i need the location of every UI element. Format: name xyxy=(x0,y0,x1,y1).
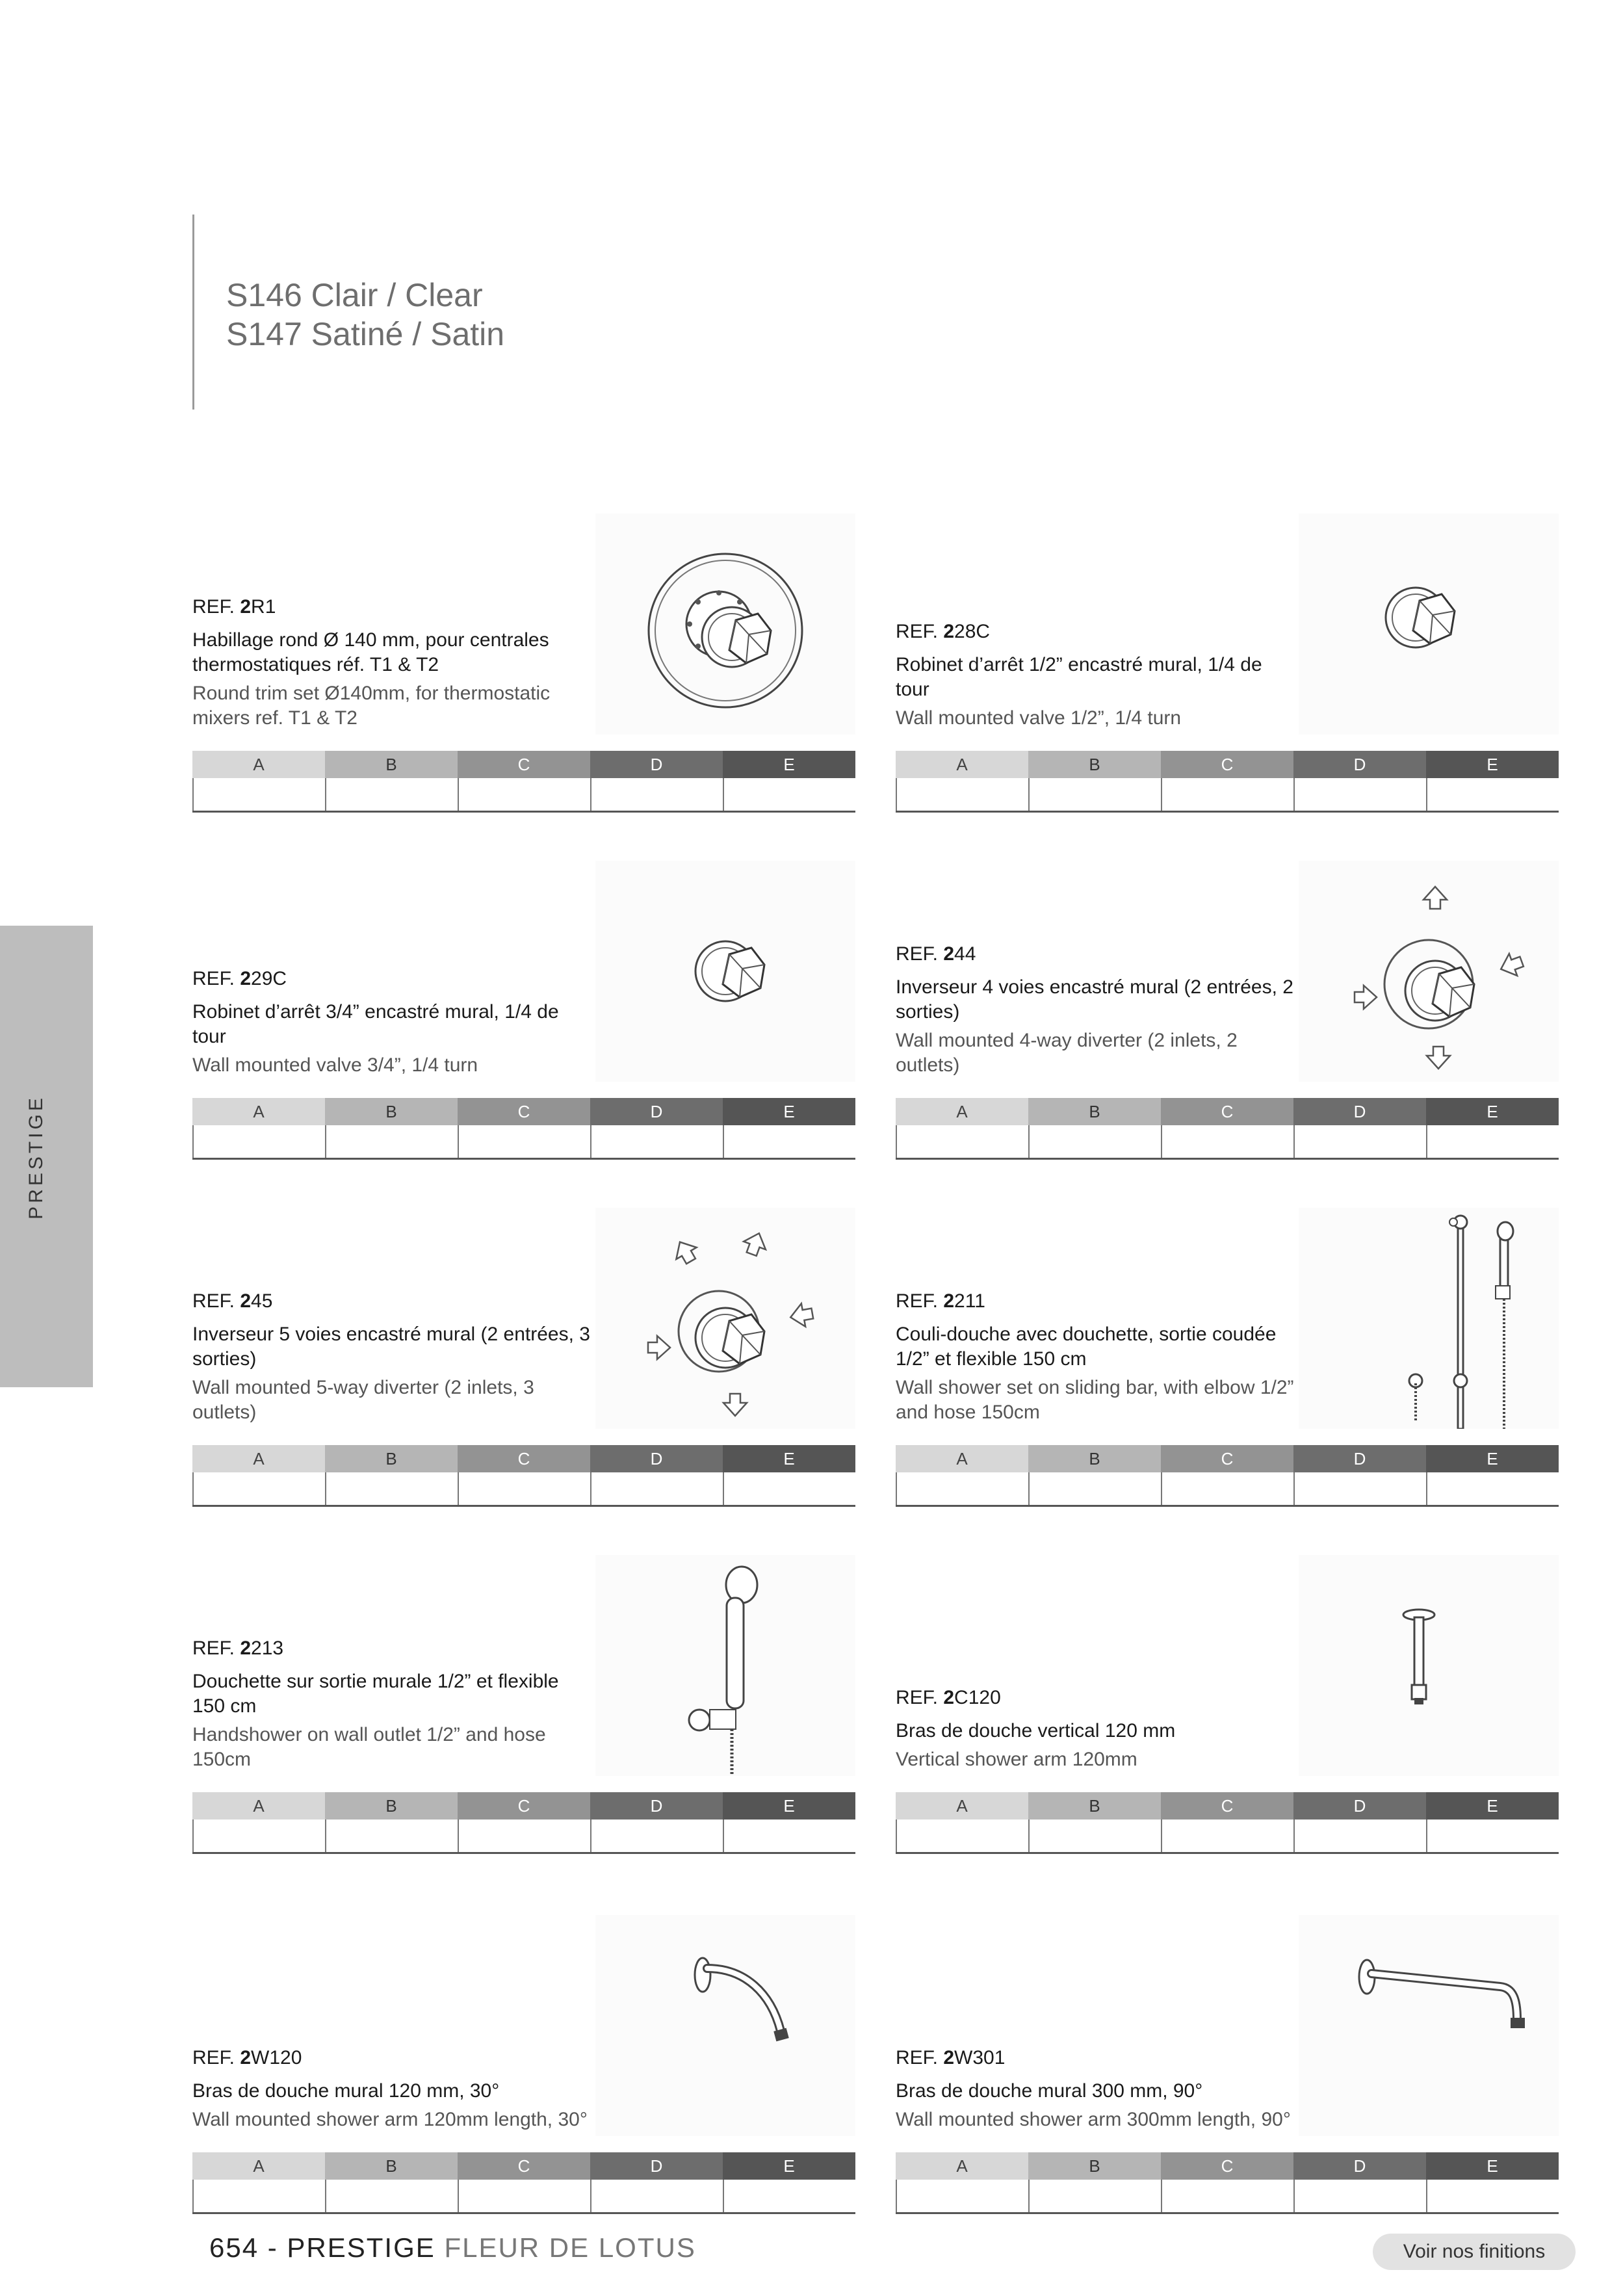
description-fr: Robinet d’arrêt 1/2” encastré mural, 1/4 de tour xyxy=(896,654,1262,700)
finish-cell xyxy=(1293,778,1426,811)
product-card-2C120 xyxy=(896,1555,1559,1854)
finish-a-header: A xyxy=(192,751,325,778)
finish-cell xyxy=(192,1472,325,1505)
finish-d-header: D xyxy=(590,1445,723,1472)
description-fr: Bras de douche mural 120 mm, 30° xyxy=(192,2080,500,2102)
finish-cell xyxy=(1426,2180,1559,2212)
product-ref: REF. 2213 xyxy=(192,1637,284,1659)
finish-cell xyxy=(192,778,325,811)
finish-e-header: E xyxy=(723,1098,855,1125)
page-title xyxy=(226,276,504,354)
finish-cell xyxy=(192,1820,325,1852)
finish-cell xyxy=(1028,1125,1161,1158)
finish-cell xyxy=(1426,1820,1559,1852)
description-fr: Douchette sur sortie murale 1/2” et flexible 150 cm xyxy=(192,1671,559,1717)
product-card-229C xyxy=(192,861,855,1160)
finish-cell xyxy=(1426,778,1559,811)
description-fr: Couli-douche avec douchette, sortie coudée 1/2” et flexible 150 cm xyxy=(896,1324,1277,1370)
product-card-2213 xyxy=(192,1555,855,1854)
finish-cell xyxy=(1426,1472,1559,1505)
description-en: Round trim set Ø140mm, for thermostatic mixers ref. T1 & T2 xyxy=(192,683,551,729)
finish-e-header: E xyxy=(1426,751,1559,778)
finish-cell xyxy=(458,1820,590,1852)
finish-c-header: C xyxy=(1161,2152,1293,2180)
valve-icon xyxy=(1299,514,1559,735)
finish-b-header: B xyxy=(1028,1445,1161,1472)
vertical-arm-icon xyxy=(1299,1555,1559,1776)
product-text xyxy=(192,1290,595,1425)
finish-b-header: B xyxy=(1028,1098,1161,1125)
finish-cell xyxy=(1161,1125,1293,1158)
finish-c-header: C xyxy=(458,2152,590,2180)
product-text xyxy=(896,1686,1299,1772)
finish-cell xyxy=(458,1472,590,1505)
finish-table xyxy=(192,2152,855,2214)
finish-e-header: E xyxy=(723,1792,855,1820)
product-ref: REF. 244 xyxy=(896,943,976,965)
diverter-5-icon xyxy=(595,1208,855,1429)
product-ref: REF. 2R1 xyxy=(192,596,276,618)
finish-cell xyxy=(590,1820,723,1852)
finish-b-header: B xyxy=(325,1098,458,1125)
description-fr: Robinet d’arrêt 3/4” encastré mural, 1/4 de tour xyxy=(192,1001,559,1047)
finish-a-header: A xyxy=(192,2152,325,2180)
product-text xyxy=(896,2046,1299,2132)
finish-e-header: E xyxy=(723,751,855,778)
finish-b-header: B xyxy=(325,751,458,778)
finish-a-header: A xyxy=(896,1792,1028,1820)
finish-cell xyxy=(325,1472,458,1505)
product-text xyxy=(192,2046,595,2132)
finish-cell xyxy=(1028,1820,1161,1852)
diverter-4-icon xyxy=(1299,861,1559,1082)
description-en: Wall mounted shower arm 120mm length, 30° xyxy=(192,2109,588,2130)
finish-cell xyxy=(1028,2180,1161,2212)
description-fr: Inverseur 5 voies encastré mural (2 entrées, 3 sorties) xyxy=(192,1324,590,1370)
finish-cell xyxy=(325,778,458,811)
description-fr: Bras de douche mural 300 mm, 90° xyxy=(896,2080,1203,2102)
product-text xyxy=(896,943,1299,1078)
wall-arm-short-icon xyxy=(595,1915,855,2136)
title-line-2: S147 Satiné / Satin xyxy=(226,316,505,352)
finish-cell xyxy=(896,1125,1028,1158)
finish-cell xyxy=(325,1820,458,1852)
finish-table xyxy=(896,1792,1559,1854)
description-en: Wall mounted 5-way diverter (2 inlets, 3 outlets) xyxy=(192,1377,534,1423)
finish-cell xyxy=(590,1125,723,1158)
finish-cell xyxy=(1161,1472,1293,1505)
finish-cell xyxy=(1293,1125,1426,1158)
finish-c-header: C xyxy=(458,1792,590,1820)
description-en: Wall mounted valve 3/4”, 1/4 turn xyxy=(192,1054,478,1076)
finish-d-header: D xyxy=(590,2152,723,2180)
finish-cell xyxy=(723,778,855,811)
finish-cell xyxy=(458,1125,590,1158)
product-card-228C xyxy=(896,514,1559,813)
description-fr: Bras de douche vertical 120 mm xyxy=(896,1720,1176,1742)
finish-table xyxy=(896,2152,1559,2214)
valve-icon xyxy=(595,861,855,1082)
finish-table xyxy=(192,1098,855,1160)
description-fr: Habillage rond Ø 140 mm, pour centrales thermostatiques réf. T1 & T2 xyxy=(192,629,549,675)
finish-c-header: C xyxy=(1161,751,1293,778)
finish-a-header: A xyxy=(896,1445,1028,1472)
description-en: Handshower on wall outlet 1/2” and hose 150cm xyxy=(192,1724,546,1770)
finish-b-header: B xyxy=(325,1792,458,1820)
description-en: Wall shower set on sliding bar, with elbow 1/2” and hose 150cm xyxy=(896,1377,1294,1423)
handshower-icon xyxy=(595,1555,855,1776)
finish-cell xyxy=(590,778,723,811)
product-text xyxy=(192,595,595,731)
finish-cell xyxy=(723,1820,855,1852)
description-en: Wall mounted valve 1/2”, 1/4 turn xyxy=(896,707,1182,729)
finish-cell xyxy=(458,778,590,811)
product-ref: REF. 2W301 xyxy=(896,2047,1006,2068)
product-ref: REF. 245 xyxy=(192,1290,273,1312)
finish-d-header: D xyxy=(1293,1445,1426,1472)
product-card-2W301 xyxy=(896,1915,1559,2214)
description-en: Wall mounted 4-way diverter (2 inlets, 2 outlets) xyxy=(896,1030,1238,1076)
finish-cell xyxy=(1293,2180,1426,2212)
finish-a-header: A xyxy=(896,2152,1028,2180)
voir-finitions-button[interactable]: Voir nos finitions xyxy=(1373,2234,1576,2270)
finish-e-header: E xyxy=(723,2152,855,2180)
page-number: 654 - PRESTIGE xyxy=(209,2232,435,2263)
finish-a-header: A xyxy=(896,1098,1028,1125)
finish-cell xyxy=(723,1125,855,1158)
finish-a-header: A xyxy=(896,751,1028,778)
product-ref: REF. 2211 xyxy=(896,1290,985,1312)
finish-table xyxy=(896,1098,1559,1160)
finish-d-header: D xyxy=(1293,2152,1426,2180)
finish-d-header: D xyxy=(590,1792,723,1820)
product-card-2W120 xyxy=(192,1915,855,2214)
finish-b-header: B xyxy=(325,1445,458,1472)
finish-table xyxy=(896,1445,1559,1507)
finish-cell xyxy=(458,2180,590,2212)
finish-e-header: E xyxy=(1426,1792,1559,1820)
finish-d-header: D xyxy=(1293,1098,1426,1125)
title-line-1: S146 Clair / Clear xyxy=(226,277,483,313)
finish-b-header: B xyxy=(1028,2152,1161,2180)
product-text xyxy=(192,967,595,1078)
collection-name: FLEUR DE LOTUS xyxy=(444,2232,696,2263)
finish-c-header: C xyxy=(1161,1792,1293,1820)
page-footer xyxy=(209,2232,696,2263)
finish-cell xyxy=(1161,1820,1293,1852)
finish-cell xyxy=(896,778,1028,811)
description-en: Wall mounted shower arm 300mm length, 90° xyxy=(896,2109,1291,2130)
product-text xyxy=(896,1290,1299,1425)
finish-c-header: C xyxy=(458,751,590,778)
finish-a-header: A xyxy=(192,1098,325,1125)
finish-cell xyxy=(1161,778,1293,811)
description-en: Vertical shower arm 120mm xyxy=(896,1749,1137,1770)
product-card-244 xyxy=(896,861,1559,1160)
finish-cell xyxy=(325,2180,458,2212)
finish-b-header: B xyxy=(325,2152,458,2180)
finish-cell xyxy=(896,1820,1028,1852)
finish-cell xyxy=(896,1472,1028,1505)
finish-c-header: C xyxy=(1161,1098,1293,1125)
finish-cell xyxy=(723,1472,855,1505)
finish-e-header: E xyxy=(1426,2152,1559,2180)
finish-cell xyxy=(1293,1472,1426,1505)
finish-cell xyxy=(590,2180,723,2212)
finish-e-header: E xyxy=(723,1445,855,1472)
finish-cell xyxy=(1161,2180,1293,2212)
finish-cell xyxy=(590,1472,723,1505)
finish-cell xyxy=(325,1125,458,1158)
finish-table xyxy=(192,751,855,813)
finish-e-header: E xyxy=(1426,1445,1559,1472)
product-ref: REF. 2C120 xyxy=(896,1687,1001,1708)
finish-c-header: C xyxy=(458,1445,590,1472)
sliding-bar-icon xyxy=(1299,1208,1559,1429)
finish-b-header: B xyxy=(1028,751,1161,778)
finish-d-header: D xyxy=(590,751,723,778)
finish-c-header: C xyxy=(458,1098,590,1125)
finish-e-header: E xyxy=(1426,1098,1559,1125)
finish-table xyxy=(192,1792,855,1854)
round-trim-icon xyxy=(595,514,855,735)
finish-cell xyxy=(1028,1472,1161,1505)
finish-table xyxy=(896,751,1559,813)
finish-cell xyxy=(723,2180,855,2212)
finish-d-header: D xyxy=(1293,1792,1426,1820)
product-text xyxy=(192,1637,595,1772)
finish-cell xyxy=(192,1125,325,1158)
product-ref: REF. 228C xyxy=(896,621,991,642)
finish-cell xyxy=(192,2180,325,2212)
finish-cell xyxy=(1293,1820,1426,1852)
finish-c-header: C xyxy=(1161,1445,1293,1472)
product-card-245 xyxy=(192,1208,855,1507)
product-text xyxy=(896,620,1299,731)
description-fr: Inverseur 4 voies encastré mural (2 entrées, 2 sorties) xyxy=(896,976,1293,1023)
finish-d-header: D xyxy=(1293,751,1426,778)
product-ref: REF. 229C xyxy=(192,968,287,989)
finish-b-header: B xyxy=(1028,1792,1161,1820)
finish-cell xyxy=(896,2180,1028,2212)
product-card-2R1 xyxy=(192,514,855,813)
finish-d-header: D xyxy=(590,1098,723,1125)
product-card-2211 xyxy=(896,1208,1559,1507)
header-divider xyxy=(192,215,194,410)
finish-table xyxy=(192,1445,855,1507)
finish-a-header: A xyxy=(192,1792,325,1820)
finish-cell xyxy=(1028,778,1161,811)
finish-a-header: A xyxy=(192,1445,325,1472)
finish-cell xyxy=(1426,1125,1559,1158)
wall-arm-long-icon xyxy=(1299,1915,1559,2136)
product-ref: REF. 2W120 xyxy=(192,2047,302,2068)
